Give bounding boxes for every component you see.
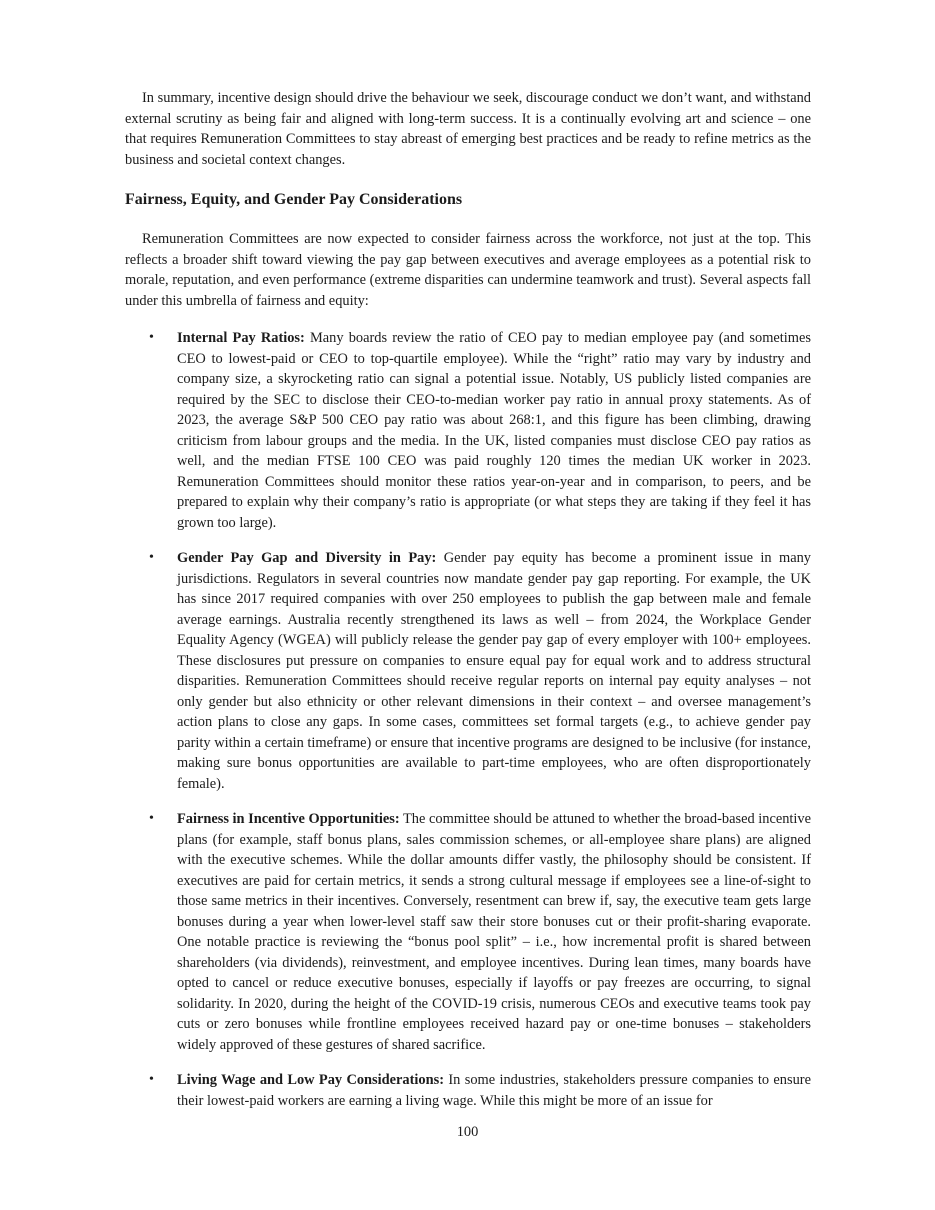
list-item-text: Gender pay equity has become a prominent issue in many jurisdictions. Regulators in several countries now mandate gender pay gap reporting. For example, the UK has since 2017 required companies with over 250 employees to publish the gap between male and female average earnings. Australia recently strengthened its laws as well – from 2024, the Workplace Gender Equality Agency (WGEA) will publicly release the gender pay gap of every employer with 100+ employees. These disclosures put pressure on companies to ensure equal pay for equal work and to address structural disparities. Remuneration Committees should receive regular reports on internal pay equity analyses – not only gender but also ethnicity or other relevant dimensions in their context – and oversee management’s action plans to close any gaps. In some cases, committees set formal targets (e.g., to achieve gender pay parity within a certain timeframe) or ensure that incentive programs are designed to be inclusive (for instance, making sure bonus opportunities are available to part-time employees, who are often disproportionately female). bbox=[177, 550, 811, 792]
list-item-term: Internal Pay Ratios: bbox=[177, 330, 305, 346]
section-heading: Fairness, Equity, and Gender Pay Considerations bbox=[125, 191, 463, 208]
list-item-gender-pay-gap bbox=[149, 548, 811, 794]
bullet-marker: • bbox=[149, 811, 154, 826]
list-item-text: In some industries, stakeholders pressure companies to ensure their lowest-paid workers are earning a living wage. While this might be more of an issue for bbox=[177, 1072, 811, 1109]
list-item-term: Living Wage and Low Pay Considerations: bbox=[177, 1072, 445, 1088]
page-number: 100 bbox=[456, 1124, 479, 1140]
list-item-text: The committee should be attuned to whether the broad-based incentive plans (for example, staff bonus plans, sales commission schemes, or all-employee share plans) are aligned with the executive schemes. While the dollar amounts differ vastly, the philosophy should be consistent. If executives are paid for certain metrics, it sends a strong cultural message if employees see a line-of-sight to those same metrics in their incentives. Conversely, resentment can brew if, say, the executive team gets large bonuses during a year when lower-level staff saw their store bonuses cut or their profit-sharing evaporate. One notable practice is reviewing the “bonus pool split” – i.e., how incremental profit is shared between shareholders (via dividends), reinvestment, and employee incentives. During lean times, many boards have opted to cancel or reduce executive bonuses, especially if layoffs or pay freezes are occurring, to signal solidarity. In 2020, during the height of the COVID-19 crisis, numerous CEOs and executive teams took pay cuts or zero bonuses while frontline employees received hazard pay or one-time bonuses – stakeholders widely approved of these gestures of shared sacrifice. bbox=[177, 811, 812, 1053]
intro-paragraph: In summary, incentive design should drive the behaviour we seek, discourage conduct we don’t want, and withstand external scrutiny as being fair and aligned with long-term success. It is a continually evolving art and science – one that requires Remuneration Committees to stay abreast of emerging best practices and be ready to refine metrics as the business and societal context changes. bbox=[125, 90, 811, 168]
list-item-living-wage bbox=[149, 1070, 811, 1111]
bullet-marker: • bbox=[149, 1072, 154, 1087]
document-page bbox=[125, 88, 811, 1126]
bullet-marker: • bbox=[149, 550, 154, 565]
list-item-text: Many boards review the ratio of CEO pay to median employee pay (and sometimes CEO to lowest-paid or CEO to top-quartile employee). While the “right” ratio may vary by industry and company size, a skyrocketing ratio can signal a potential issue. Notably, US publicly listed companies are required by the SEC to disclose their CEO-to-median worker pay ratio in annual proxy statements. As of 2023, the average S&P 500 CEO pay ratio was about 268:1, and this figure has been climbing, drawing criticism from labour groups and the media. In the UK, listed companies must disclose CEO pay ratios as well, and the median FTSE 100 CEO was paid roughly 120 times the median UK worker in 2023. Remuneration Committees should monitor these ratios year-on-year and in comparison, to peers, and be prepared to explain why their company’s ratio is appropriate (or what steps they are taking if they feel it has grown too large). bbox=[177, 330, 811, 531]
bullet-marker: • bbox=[149, 330, 154, 345]
list-item-internal-pay-ratios bbox=[149, 328, 811, 533]
considerations-list bbox=[125, 328, 811, 1111]
list-item-term: Gender Pay Gap and Diversity in Pay: bbox=[177, 550, 437, 566]
list-item-term: Fairness in Incentive Opportunities: bbox=[177, 811, 400, 827]
list-item-fairness-incentives bbox=[149, 809, 812, 1055]
section-intro-paragraph: Remuneration Committees are now expected to consider fairness across the workforce, not just at the top. This reflects a broader shift toward viewing the pay gap between executives and average employees as a potential risk to morale, reputation, and even performance (extreme disparities can undermine teamwork and trust). Several aspects fall under this umbrella of fairness and equity: bbox=[125, 231, 811, 309]
